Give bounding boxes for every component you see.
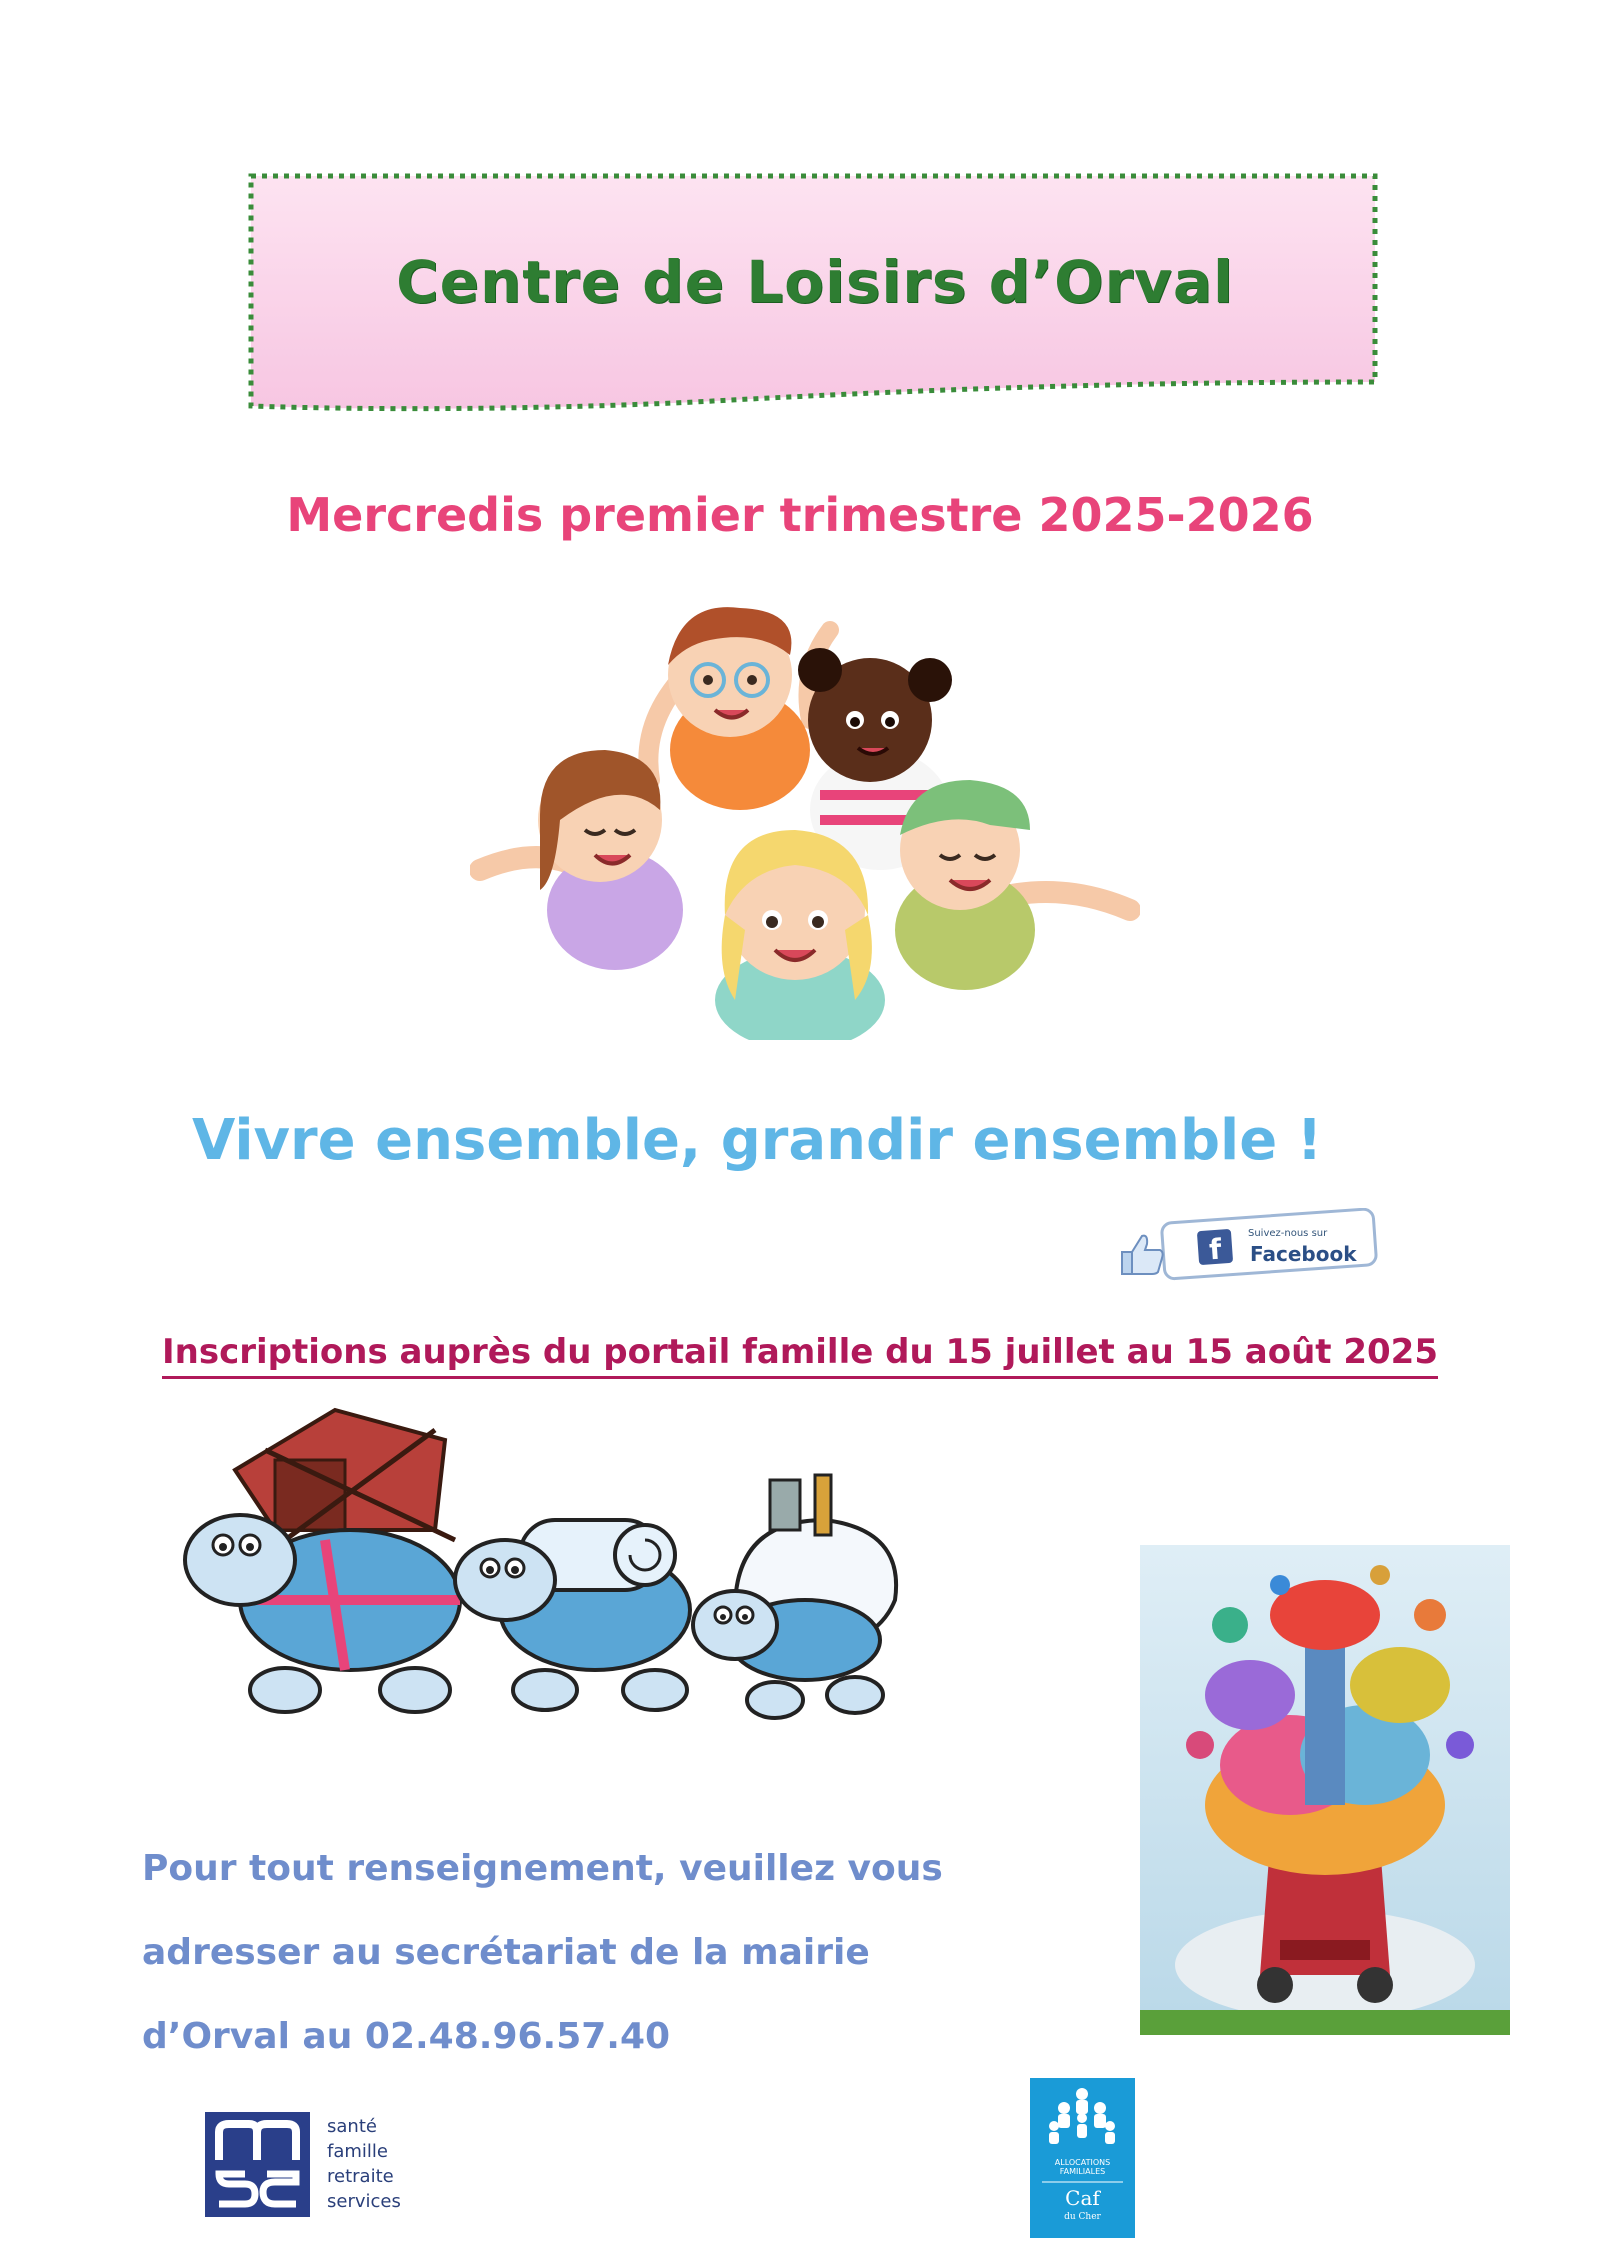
msa-logo xyxy=(205,2112,435,2224)
svg-text:f: f xyxy=(1208,1232,1223,1267)
title-banner xyxy=(245,170,1385,420)
caf-dept: du Cher xyxy=(1064,2212,1101,2222)
facebook-icon xyxy=(1198,1230,1232,1264)
thumbs-up-icon xyxy=(1118,1230,1166,1278)
caf-alloc-line: ALLOCATIONS xyxy=(1054,2158,1111,2167)
msa-word: famille xyxy=(327,2141,388,2162)
caf-logo xyxy=(1030,2078,1135,2238)
info-line: Pour tout renseignement, veuillez vous xyxy=(142,1848,943,1889)
slogan: Vivre ensemble, grandir ensemble ! xyxy=(192,1108,1323,1173)
travel-painting xyxy=(1140,1545,1510,2035)
registration-text: Inscriptions auprès du portail famille du 15 juillet au 15 août 2025 xyxy=(162,1332,1438,1379)
info-line: d’Orval au 02.48.96.57.40 xyxy=(142,2016,671,2057)
caf-allocations-text xyxy=(1030,2158,1135,2176)
subtitle: Mercredis premier trimestre 2025-2026 xyxy=(286,488,1314,542)
msa-word: services xyxy=(327,2191,401,2212)
caf-alloc-line: FAMILIALES xyxy=(1059,2167,1106,2176)
turtles-illustration xyxy=(175,1400,930,1750)
msa-word: retraite xyxy=(327,2166,394,2187)
registration-notice xyxy=(0,1332,1600,1372)
page-title: Centre de Loisirs d’Orval xyxy=(396,248,1234,316)
facebook-label: Facebook xyxy=(1250,1242,1357,1266)
msa-word: santé xyxy=(327,2116,377,2137)
caf-name: Caf xyxy=(1065,2186,1100,2210)
info-line: adresser au secrétariat de la mairie xyxy=(142,1932,870,1973)
facebook-badge[interactable] xyxy=(1118,1208,1383,1288)
kids-illustration xyxy=(470,580,1140,1040)
facebook-follow-text: Suivez-nous sur xyxy=(1248,1228,1328,1239)
